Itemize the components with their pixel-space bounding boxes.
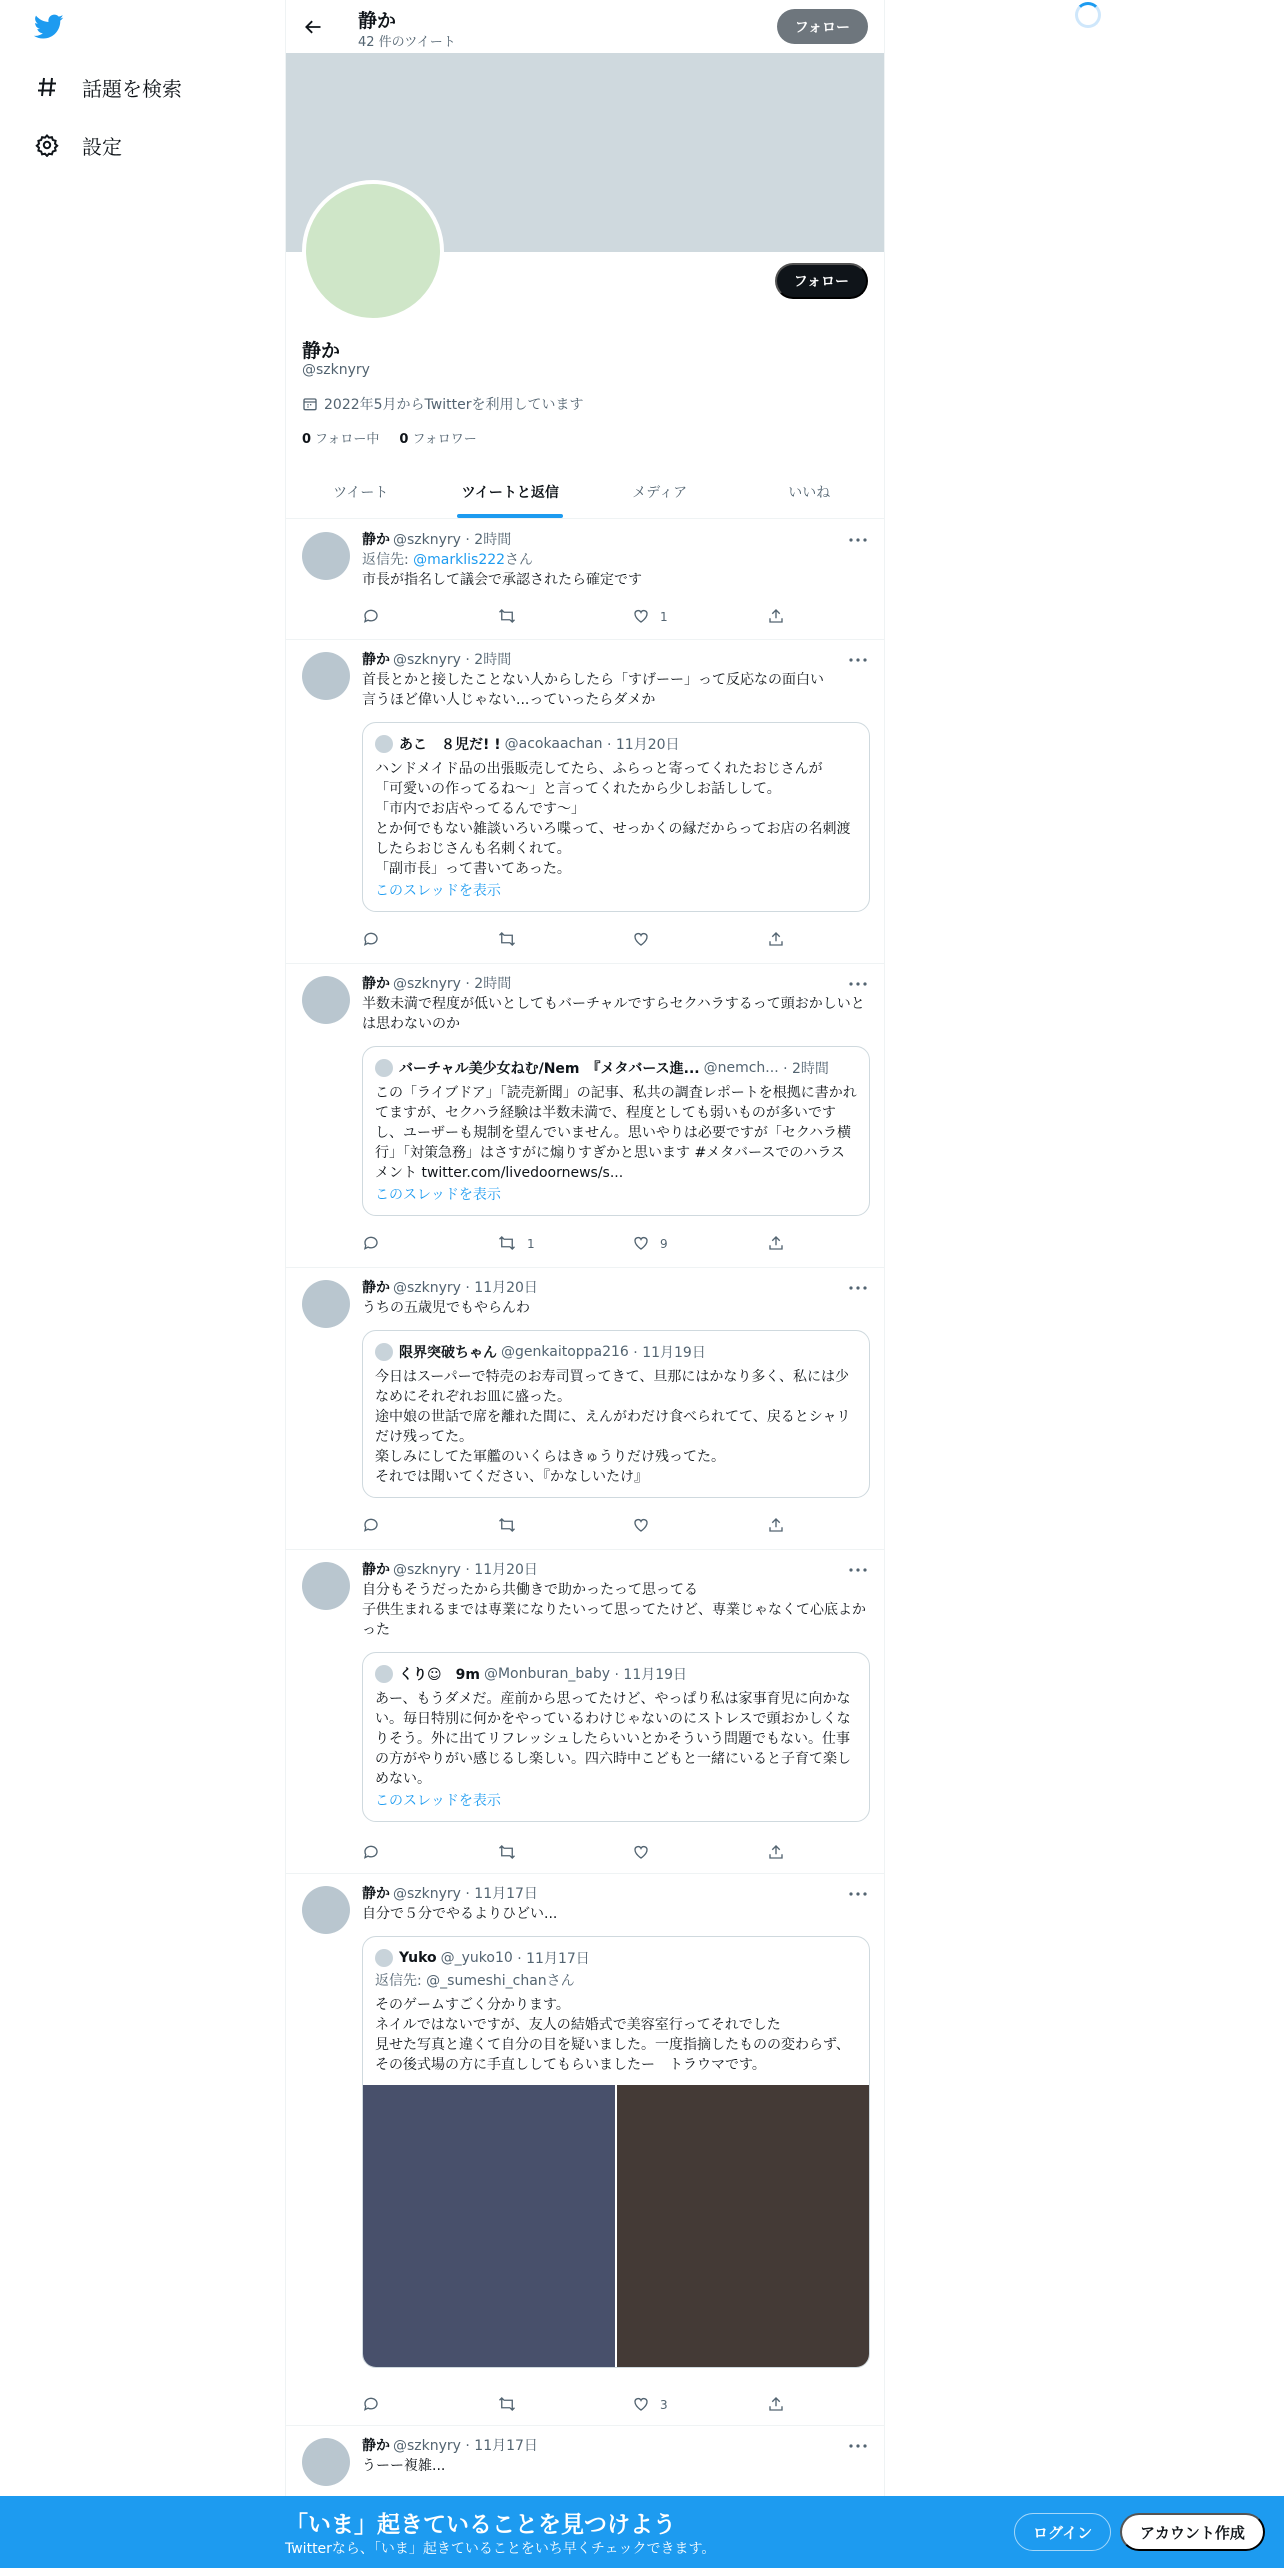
show-thread-link[interactable]: このスレッドを表示 — [375, 883, 501, 899]
reply-button[interactable] — [362, 2395, 442, 2415]
profile-follow-button[interactable]: フォロー — [775, 263, 868, 299]
header-follow-button[interactable]: フォロー — [777, 9, 868, 44]
quoted-avatar — [375, 1343, 393, 1361]
like-button[interactable] — [632, 930, 712, 950]
quoted-text: この「ライブドア」「読売新聞」の記事、私共の調査レポートを根拠に書かれてますが、セクハラ経験は半数未満で、程度としても弱いものが多いですし、ユーザーも規制を望んでいません。思いやりは必要ですが「セクハラ横行」「対策急務」はさすがに煽りすぎかと思います #メタバースでのハラスメント twitter.com/livedoornews/s... — [375, 1085, 857, 1181]
tweet[interactable] — [286, 520, 884, 640]
share-button[interactable] — [767, 1516, 787, 1536]
like-button[interactable] — [632, 1843, 712, 1863]
tweet-avatar[interactable] — [302, 976, 350, 1024]
signup-button[interactable]: アカウント作成 — [1120, 2513, 1265, 2551]
tweet[interactable] — [286, 1268, 884, 1550]
signup-banner-title: 「いま」起きていることを見つけよう — [285, 2512, 676, 2538]
share-icon — [767, 930, 785, 951]
tweet-author-name[interactable]: 静か — [362, 532, 390, 548]
tweet-time[interactable]: · 11月17日 — [465, 1886, 538, 1902]
loading-spinner-icon — [1075, 2, 1101, 28]
reply-button[interactable] — [362, 1234, 442, 1254]
share-icon — [767, 1234, 785, 1255]
sidebar — [0, 0, 285, 2568]
retweet-icon — [497, 1843, 517, 1864]
profile-name: 静か — [302, 340, 341, 362]
share-icon — [767, 2395, 785, 2416]
heart-icon — [632, 930, 650, 951]
quoted-tweet[interactable] — [362, 1652, 870, 1822]
header-title: 静か — [358, 10, 397, 32]
tweet-text: うちの五歳児でもやらんわ — [362, 1300, 530, 1316]
tweet-author-handle[interactable]: @szknyry — [393, 1280, 461, 1296]
tab-media[interactable]: メディア — [632, 485, 688, 501]
retweet-count: 1 — [527, 1237, 535, 1251]
like-button[interactable] — [632, 2395, 712, 2415]
quoted-avatar — [375, 1059, 393, 1077]
header-tweet-count: 42 件のツイート — [358, 35, 456, 50]
tweet-avatar[interactable] — [302, 1280, 350, 1328]
quoted-text: あー、もうダメだ。産前から思ってたけど、やっぱり私は家事育児に向かない。毎日特別に何かをやっているわけじゃないのにストレスで頭おかしくなりそう。外に出てリフレッシュしたらいいとかそういう問題でもない。仕事の方がやりがい感じるし楽しい。四六時中こどもと一緒にいると子育て楽しめない。 — [375, 1691, 851, 1787]
share-icon — [767, 1843, 785, 1864]
tweet-author-handle[interactable]: @szknyry — [393, 532, 461, 548]
tweet-actions — [362, 1843, 787, 1863]
retweet-button[interactable] — [497, 1516, 577, 1536]
quoted-tweet[interactable] — [362, 722, 870, 912]
like-button[interactable] — [632, 1234, 712, 1254]
tweet-author-name[interactable]: 静か — [362, 976, 390, 992]
quoted-avatar — [375, 735, 393, 753]
tweet-actions — [362, 1234, 787, 1254]
quoted-text: 今日はスーパーで特売のお寿司買ってきて、旦那にはかなり多く、私には少なめにそれぞれお皿に盛った。 途中娘の世話で席を離れた間に、えんがわだけ食べられてて、戻るとシャリだけ残ってた。 楽しみにしてた軍艦のいくらはきゅうりだけ残ってた。 それでは聞いてください、『かなしいたけ』 — [375, 1369, 851, 1485]
quoted-tweet[interactable] — [362, 1046, 870, 1216]
quoted-author-handle: @Monburan_baby — [483, 1666, 611, 1682]
quoted-reply-to: 返信先: @_sumeshi_chanさん — [375, 1973, 575, 1989]
tweet-text: 市長が指名して議会で承認されたら確定です — [362, 572, 642, 588]
share-icon — [767, 607, 785, 628]
quoted-author-name: くり☺︎ 9m — [399, 1667, 480, 1683]
profile-handle: @szknyry — [302, 362, 370, 378]
tab-likes[interactable]: いいね — [788, 485, 831, 501]
quoted-author-name: 限界突破ちゃん — [399, 1345, 497, 1361]
tweet-actions — [362, 930, 787, 950]
reply-icon — [362, 1843, 380, 1864]
retweet-icon — [497, 1234, 517, 1255]
tweet-avatar[interactable] — [302, 1886, 350, 1934]
tweet[interactable] — [286, 1550, 884, 1874]
retweet-button[interactable] — [497, 1234, 577, 1254]
tweet-author-name[interactable]: 静か — [362, 1280, 390, 1296]
heart-icon — [632, 1516, 650, 1537]
tweet-author-name[interactable]: 静か — [362, 2438, 390, 2454]
following-label: フォロー中 — [315, 432, 380, 447]
hashtag-icon — [34, 74, 60, 100]
tweet-text: 自分で５分でやるよりひどい... — [362, 1906, 558, 1922]
tab-tweets[interactable]: ツイート — [333, 485, 389, 501]
share-button[interactable] — [767, 1234, 787, 1254]
quoted-tweet[interactable] — [362, 1936, 870, 2368]
reply-icon — [362, 607, 380, 628]
quoted-text: ハンドメイド品の出張販売してたら、ふらっと寄ってくれたおじさんが 「可愛いの作ってるね～」と言ってくれたから少しお話しして。 「市内でお店やってるんです〜」 とか何でもない雑談いろいろ喋って、せっかくの縁だからってお店の名刺渡したらおじさんも名刺くれて。 「副市長」って書いてあった。 — [375, 761, 851, 877]
tweet-time[interactable]: · 11月17日 — [465, 2438, 538, 2454]
quoted-author-handle: @_yuko10 — [440, 1950, 513, 1966]
tweet[interactable] — [286, 964, 884, 1268]
tweet-text: 自分もそうだったから共働きで助かったって思ってる 子供生まれるまでは専業になりたいって思ってたけど、専業じゃなくて心底よかった — [362, 1582, 866, 1638]
share-button[interactable] — [767, 607, 787, 627]
followers-label: フォロワー — [412, 432, 477, 447]
reply-icon — [362, 2395, 380, 2416]
quoted-author-name: Yuko — [399, 1950, 437, 1966]
heart-icon — [632, 607, 650, 628]
retweet-button[interactable] — [497, 930, 577, 950]
retweet-icon — [497, 2395, 517, 2416]
tweet-author-name[interactable]: 静か — [362, 1886, 390, 1902]
profile-stats — [302, 428, 497, 447]
quoted-time: · 11月17日 — [517, 1951, 590, 1967]
quoted-time: · 11月19日 — [633, 1345, 706, 1361]
tweet-time[interactable]: · 2時間 — [465, 976, 512, 992]
quoted-text: そのゲームすごく分かります。 ネイルではないですが、友人の結婚式で美容室行ってそれでした 見せた写真と違くて自分の目を疑いました。一度指摘したものの変わらず、その後式場の方に手直ししてもらいましたー トラウマです。 — [375, 1997, 850, 2073]
share-button[interactable] — [767, 2395, 787, 2415]
quoted-time: · 11月20日 — [607, 737, 680, 753]
quoted-tweet[interactable] — [362, 1330, 870, 1498]
tweet-text: うーー複雑... — [362, 2458, 446, 2474]
tweet-author-handle[interactable]: @szknyry — [393, 1886, 461, 1902]
nav-settings[interactable] — [34, 125, 122, 165]
quoted-author-handle: @nemch... — [703, 1060, 779, 1076]
tweet[interactable] — [286, 1874, 884, 2426]
tweet-actions — [362, 1516, 787, 1536]
reply-icon — [362, 1234, 380, 1255]
quoted-author-handle: @acokaachan — [504, 736, 603, 752]
like-button[interactable] — [632, 1516, 712, 1536]
tweet-author-handle[interactable]: @szknyry — [393, 2438, 461, 2454]
quoted-time: · 11月19日 — [614, 1667, 688, 1683]
tweet-text: 首長とかと接したことない人からしたら「すげーー」って反応なの面白い 言うほど偉い人じゃない...っていったらダメか — [362, 672, 824, 708]
quoted-media[interactable] — [363, 2085, 869, 2367]
back-arrow-icon[interactable] — [298, 12, 328, 42]
reply-icon — [362, 930, 380, 951]
retweet-button[interactable] — [497, 607, 577, 627]
signup-banner — [0, 2496, 1284, 2568]
tweet-author-handle[interactable]: @szknyry — [393, 652, 461, 668]
tweet-actions — [362, 607, 787, 627]
tweet-time[interactable]: · 11月20日 — [465, 1280, 538, 1296]
reply-prefix: 返信先: — [362, 552, 414, 568]
gear-icon — [34, 132, 60, 158]
show-thread-link[interactable]: このスレッドを表示 — [375, 1793, 501, 1809]
quoted-author-handle: @genkaitoppa216 — [501, 1344, 629, 1360]
retweet-button[interactable] — [497, 2395, 577, 2415]
profile-header-bar — [286, 0, 884, 53]
tweet-avatar[interactable] — [302, 2438, 350, 2486]
main-column — [285, 0, 885, 2568]
share-button[interactable] — [767, 930, 787, 950]
tweet-avatar[interactable] — [302, 652, 350, 700]
quoted-author-name: バーチャル美少女ねむ/Nem 『メタバース進... — [399, 1061, 700, 1077]
retweet-icon — [497, 930, 517, 951]
heart-icon — [632, 2395, 650, 2416]
profile-avatar[interactable] — [302, 180, 444, 322]
share-icon — [767, 1516, 785, 1537]
nav-explore[interactable] — [34, 67, 182, 107]
tab-tweets-and-replies[interactable]: ツイートと返信 — [436, 466, 586, 518]
following-count: 0 — [302, 432, 312, 447]
following-stat[interactable] — [302, 428, 379, 447]
twitter-logo-icon[interactable] — [34, 14, 64, 40]
tweet-actions — [362, 2395, 787, 2415]
like-button[interactable] — [632, 607, 712, 627]
tweet-time[interactable]: · 11月20日 — [465, 1562, 538, 1578]
tweet-avatar[interactable] — [302, 532, 350, 580]
profile-tabs — [286, 466, 884, 519]
tweet-author-name[interactable]: 静か — [362, 652, 390, 668]
quoted-image[interactable] — [617, 2085, 869, 2367]
tweet-author-name[interactable]: 静か — [362, 1562, 390, 1578]
share-button[interactable] — [767, 1843, 787, 1863]
followers-stat[interactable] — [399, 428, 476, 447]
calendar-icon — [302, 396, 318, 412]
profile-joined — [302, 394, 583, 414]
reply-button[interactable] — [362, 1516, 442, 1536]
tweet-author-handle[interactable]: @szknyry — [393, 1562, 461, 1578]
tweet[interactable] — [286, 640, 884, 964]
like-count: 9 — [660, 1237, 668, 1251]
tweet-text: 半数未満で程度が低いとしてもバーチャルですらセクハラするって頭おかしいとは思わないのか — [362, 996, 865, 1032]
reply-icon — [362, 1516, 380, 1537]
quoted-time: · 2時間 — [783, 1061, 829, 1077]
retweet-icon — [497, 1516, 517, 1537]
tweet-reply-to — [362, 550, 870, 570]
profile-joined-text: 2022年5月からTwitterを利用しています — [324, 397, 584, 413]
quoted-avatar — [375, 1949, 393, 1967]
signup-banner-subtitle: Twitterなら、「いま」起きていることをいち早くチェックできます。 — [285, 2541, 716, 2557]
retweet-button[interactable] — [497, 1843, 577, 1863]
tweet-time[interactable]: · 2時間 — [465, 652, 512, 668]
retweet-icon — [497, 607, 517, 628]
followers-count: 0 — [399, 432, 409, 447]
reply-suffix: さん — [505, 552, 534, 568]
heart-icon — [632, 1843, 650, 1864]
tweet-author-handle[interactable]: @szknyry — [393, 976, 461, 992]
nav-settings-label: 設定 — [82, 134, 122, 159]
show-thread-link[interactable]: このスレッドを表示 — [375, 1187, 501, 1203]
quoted-image[interactable] — [363, 2085, 615, 2367]
quoted-author-name: あこ ８児だ! ! — [399, 737, 501, 753]
heart-icon — [632, 1234, 650, 1255]
nav-explore-label: 話題を検索 — [82, 76, 182, 101]
quoted-avatar — [375, 1665, 393, 1683]
reply-button[interactable] — [362, 930, 442, 950]
tweet-time[interactable]: · 2時間 — [465, 532, 512, 548]
like-count: 1 — [660, 610, 668, 624]
like-count: 3 — [660, 2398, 668, 2412]
tweet-avatar[interactable] — [302, 1562, 350, 1610]
login-button[interactable]: ログイン — [1014, 2513, 1111, 2551]
reply-mention[interactable]: @marklis222 — [413, 552, 506, 568]
reply-button[interactable] — [362, 607, 442, 627]
reply-button[interactable] — [362, 1843, 442, 1863]
